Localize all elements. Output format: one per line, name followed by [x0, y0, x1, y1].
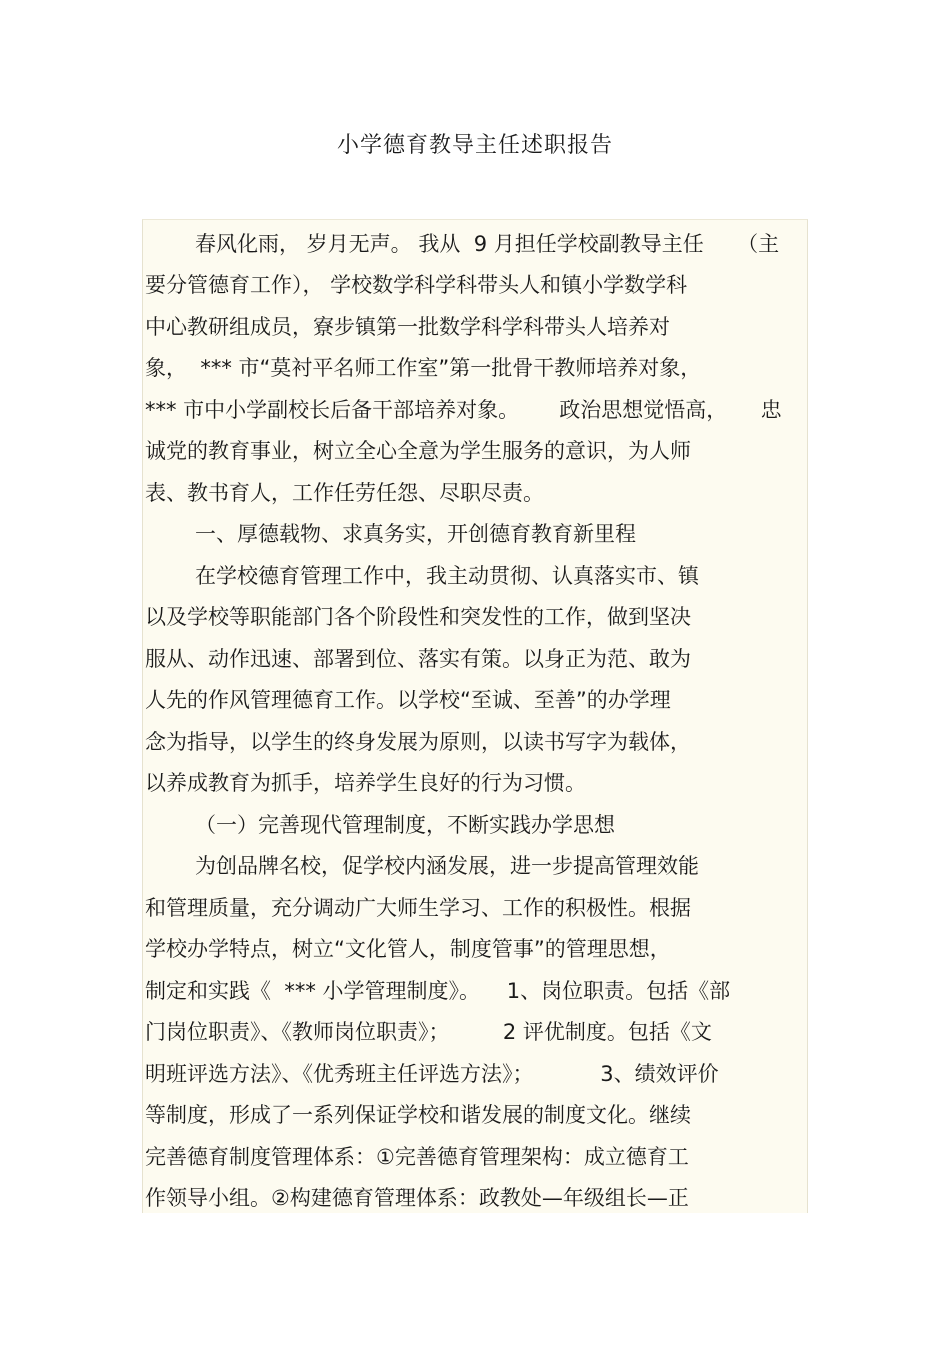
body-line: 春风化雨， 岁月无声。 我从 9 月担任学校副教导主任 （主 [195, 232, 780, 256]
body-line: 诚党的教育事业，树立全心全意为学生服务的意识，为人师 [145, 439, 691, 463]
body-line: 表、教书育人，工作任劳任怨、尽职尽责。 [145, 481, 544, 505]
body-line: 作领导小组。②构建德育管理体系：政教处—年级组长—正 [145, 1186, 689, 1210]
document-body [142, 219, 808, 1213]
body-line: 门岗位职责》、《教师岗位职责》； 2 评优制度。包括《文 [145, 1020, 712, 1044]
section-heading: 一、厚德载物、求真务实，开创德育教育新里程 [195, 522, 636, 546]
body-line: 学校办学特点，树立“文化管人，制度管事”的管理思想， [145, 937, 671, 961]
body-line: 念为指导，以学生的终身发展为原则，以读书写字为载体， [145, 730, 691, 754]
body-line: 制定和实践《 *** 小学管理制度》。 1、岗位职责。包括《部 [145, 979, 731, 1003]
body-line: 完善德育制度管理体系：①完善德育管理架构：成立德育工 [145, 1145, 689, 1169]
body-line: 等制度，形成了一系列保证学校和谐发展的制度文化。继续 [145, 1103, 691, 1127]
body-line: 中心教研组成员，寮步镇第一批数学科学科带头人培养对 [145, 315, 670, 339]
body-line: 以养成教育为抓手，培养学生良好的行为习惯。 [145, 771, 586, 795]
body-line: 服从、动作迅速、部署到位、落实有策。以身正为范、敢为 [145, 647, 691, 671]
document-title: 小学德育教导主任述职报告 [336, 133, 613, 158]
body-line: 和管理质量，充分调动广大师生学习、工作的积极性。根据 [145, 896, 691, 920]
subsection-heading: （一）完善现代管理制度，不断实践办学思想 [195, 813, 615, 837]
body-line: 要分管德育工作）， 学校数学科学科带头人和镇小学数学科 [145, 273, 688, 297]
body-line: 在学校德育管理工作中，我主动贯彻、认真落实市、镇 [195, 564, 699, 588]
body-line: 以及学校等职能部门各个阶段性和突发性的工作，做到坚决 [145, 605, 691, 629]
body-line: 象， *** 市“莫衬平名师工作室”第一批骨干教师培养对象， [145, 356, 702, 380]
body-line: 明班评选方法》、《优秀班主任评选方法》； 3、绩效评价 [145, 1062, 719, 1086]
body-line: 为创品牌名校，促学校内涵发展，进一步提高管理效能 [195, 854, 699, 878]
body-line: 人先的作风管理德育工作。以学校“至诚、至善”的办学理 [145, 688, 671, 712]
body-line: *** 市中小学副校长后备干部培养对象。 政治思想觉悟高， 忠 [145, 398, 782, 422]
